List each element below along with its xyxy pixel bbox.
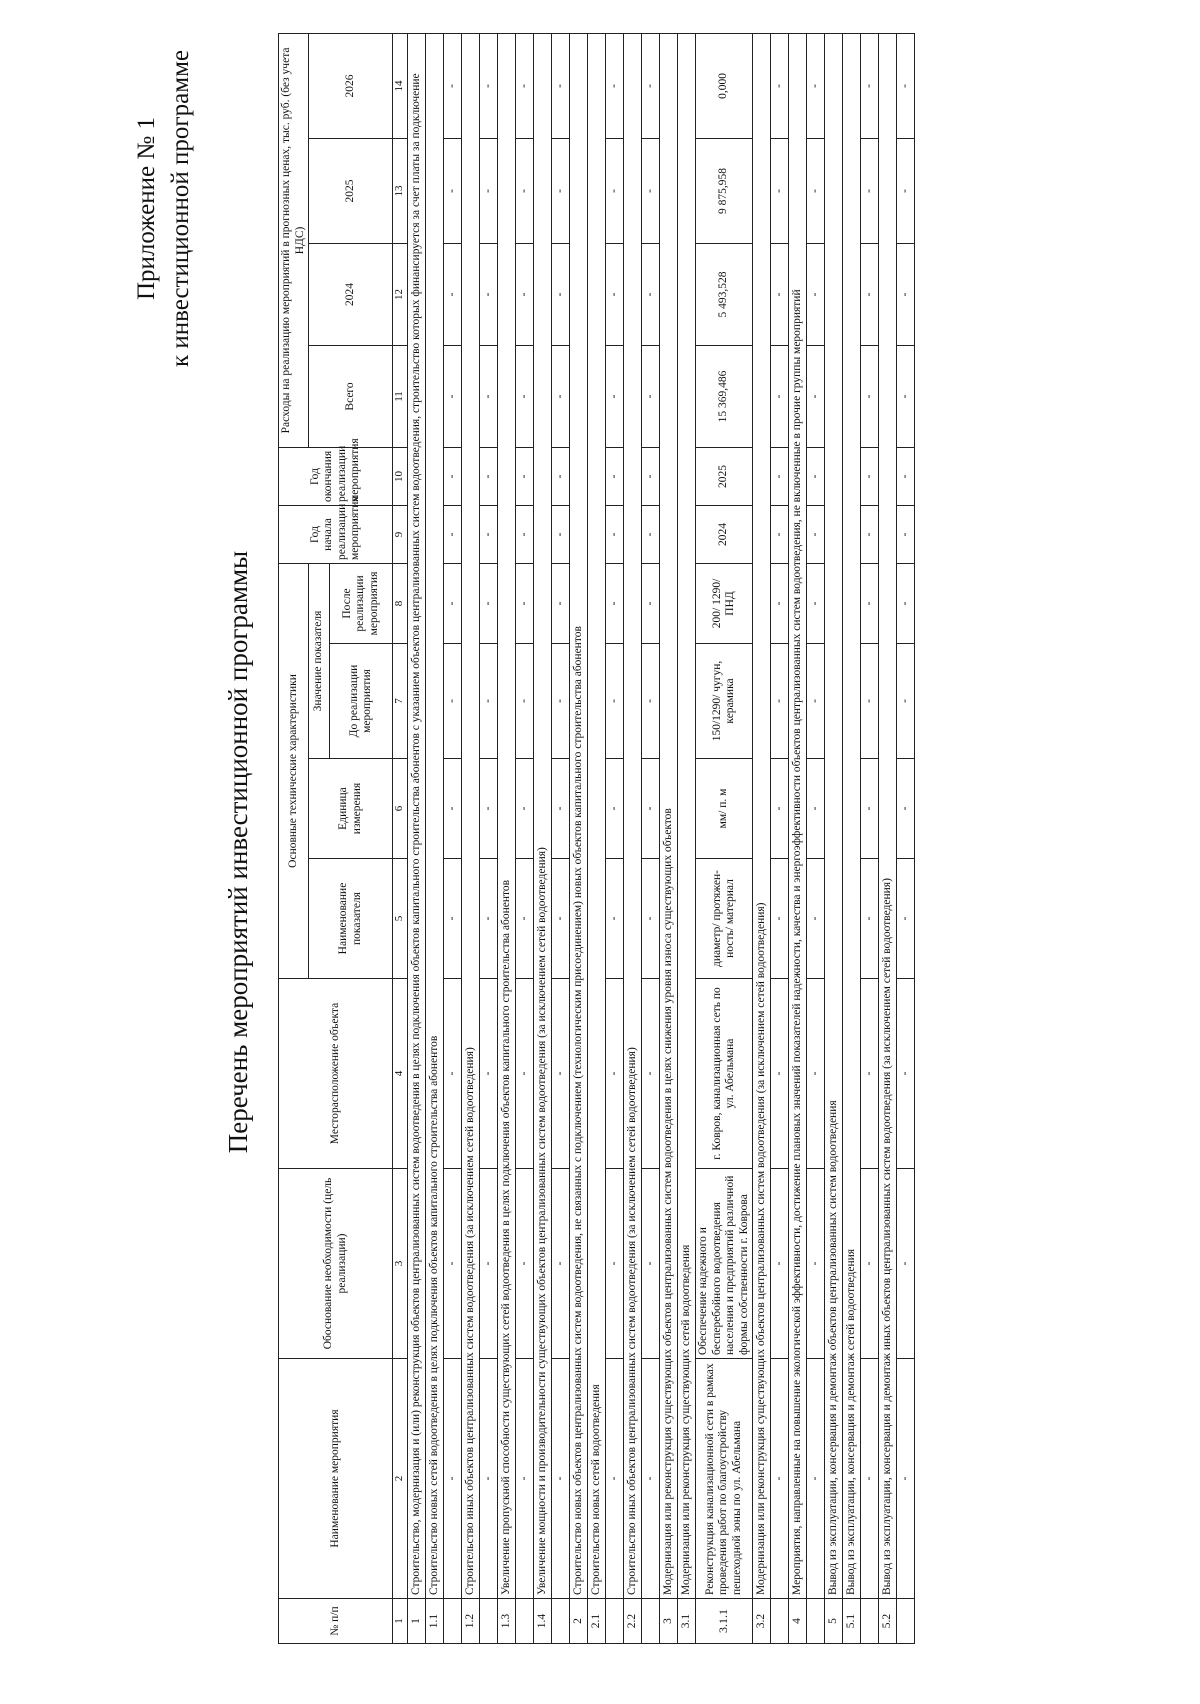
empty-cell: - (642, 33, 660, 138)
empty-cell: - (516, 447, 534, 505)
col-number: 8 (393, 563, 408, 643)
section-row (570, 33, 588, 1643)
empty-cell: - (897, 505, 915, 563)
empty-cell: - (606, 859, 624, 979)
empty-cell: - (771, 644, 789, 759)
empty-cell: - (642, 563, 660, 643)
item-reason: Обеспечение надежного и бесперебойного водоотведения населения и предприятий различной формы собственности г. Коврова (696, 1169, 753, 1359)
header-location: Месторасположение объекта (279, 979, 393, 1169)
empty-cell: - (444, 505, 462, 563)
empty-cell: - (861, 33, 879, 138)
header-year-start: Год начала реализации мероприятия (279, 505, 393, 563)
col-number: 1 (393, 1599, 408, 1644)
empty-cell: - (807, 345, 825, 447)
item-year-start: 2024 (696, 505, 753, 563)
empty-cell: - (807, 33, 825, 138)
empty-row (552, 33, 570, 1643)
empty-row (516, 33, 534, 1643)
empty-cell: - (444, 644, 462, 759)
table-row (696, 33, 753, 1643)
empty-cell: - (552, 1169, 570, 1359)
item-year-end: 2025 (696, 447, 753, 505)
empty-cell: - (861, 505, 879, 563)
header-unit: Единица измерения (309, 759, 393, 859)
section-row (753, 33, 771, 1643)
empty-cell: - (897, 33, 915, 138)
empty-cell: - (606, 138, 624, 243)
section-number: 1.1 (426, 1599, 444, 1644)
col-number: 9 (393, 505, 408, 563)
empty-cell: - (552, 505, 570, 563)
empty-cell: - (642, 859, 660, 979)
empty-cell: - (480, 759, 498, 859)
empty-cell: - (771, 759, 789, 859)
empty-cell (771, 1599, 789, 1644)
empty-cell: - (771, 447, 789, 505)
item-name: Реконструкция канализационной сети в рамках проведения работ по благоустройству пешеходной зоны по ул. Абельмана (696, 1359, 753, 1599)
empty-cell: - (480, 138, 498, 243)
section-row (462, 33, 480, 1643)
col-number: 2 (393, 1359, 408, 1599)
section-title: Увеличение мощности и производительности существующих объектов централизованных систем водоотведения (за исключением сетей водоотведения) (534, 33, 552, 1598)
empty-cell: - (807, 243, 825, 345)
section-number: 1.3 (498, 1599, 516, 1644)
header-row-1 (279, 33, 309, 1643)
item-after: 200/ 1290/ ПНД (696, 563, 753, 643)
section-number: 1 (408, 1599, 426, 1644)
header-costs: Расходы на реализацию мероприятий в прогнозных ценах, тыс. руб. (без учета НДС) (279, 33, 309, 447)
empty-cell: - (516, 243, 534, 345)
section-title: Вывод из эксплуатации, консервация и демонтаж сетей водоотведения (843, 33, 861, 1598)
item-2026: 0,000 (696, 33, 753, 138)
section-row (426, 33, 444, 1643)
empty-cell: - (771, 563, 789, 643)
empty-cell: - (552, 563, 570, 643)
empty-cell: - (444, 33, 462, 138)
empty-cell: - (444, 1169, 462, 1359)
section-title: Модернизация или реконструкция существующих сетей водоотведения (678, 33, 696, 1598)
section-title: Вывод из эксплуатации, консервация и демонтаж иных объектов централизованных систем водоотведения (за исключением сетей водоотведения) (879, 33, 897, 1598)
empty-cell: - (606, 505, 624, 563)
section-number: 4 (789, 1599, 807, 1644)
col-number: 4 (393, 979, 408, 1169)
empty-cell: - (861, 345, 879, 447)
col-number: 12 (393, 243, 408, 345)
item-2024: 5 493,528 (696, 243, 753, 345)
empty-cell: - (480, 505, 498, 563)
empty-cell: - (771, 33, 789, 138)
section-row (678, 33, 696, 1643)
header-year-end: Год окончания реализации мероприятия (279, 447, 393, 505)
header-2024: 2024 (309, 243, 393, 345)
empty-cell: - (771, 243, 789, 345)
empty-cell: - (861, 1169, 879, 1359)
section-number: 2.2 (624, 1599, 642, 1644)
section-row (825, 33, 843, 1643)
empty-cell: - (552, 759, 570, 859)
section-title: Модернизация или реконструкция существующих объектов централизованных систем водоотведения в целях снижения уровня износа существующих объектов (660, 33, 678, 1598)
empty-cell (444, 1599, 462, 1644)
item-before: 150/1290/ чугун, керамика (696, 644, 753, 759)
item-number: 3.1.1 (696, 1599, 753, 1644)
empty-cell (642, 1599, 660, 1644)
empty-cell: - (606, 447, 624, 505)
col-number: 5 (393, 859, 408, 979)
section-title: Модернизация или реконструкция существующих объектов централизованных систем водоотведения (за исключением сетей водоотведения) (753, 33, 771, 1598)
section-number: 2 (570, 1599, 588, 1644)
empty-cell: - (516, 138, 534, 243)
empty-cell: - (516, 345, 534, 447)
col-number: 14 (393, 33, 408, 138)
empty-cell: - (480, 859, 498, 979)
empty-cell: - (552, 644, 570, 759)
empty-cell: - (807, 979, 825, 1169)
empty-cell: - (897, 563, 915, 643)
empty-cell: - (897, 1359, 915, 1599)
empty-cell: - (807, 644, 825, 759)
section-number: 1.4 (534, 1599, 552, 1644)
empty-cell: - (771, 505, 789, 563)
empty-cell: - (444, 1359, 462, 1599)
empty-cell: - (897, 243, 915, 345)
empty-cell: - (480, 644, 498, 759)
section-row (660, 33, 678, 1643)
empty-cell: - (444, 138, 462, 243)
empty-cell: - (444, 345, 462, 447)
empty-cell: - (444, 563, 462, 643)
empty-cell: - (480, 345, 498, 447)
section-title: Строительство новых объектов централизованных систем водоотведения, не связанных с подключением (технологическим присоединением) новых объектов капитального строительства абонентов (570, 33, 588, 1598)
section-number: 1.2 (462, 1599, 480, 1644)
empty-cell: - (552, 1359, 570, 1599)
header-tech: Основные технические характеристики (279, 563, 309, 978)
section-number: 3.2 (753, 1599, 771, 1644)
empty-cell (807, 1599, 825, 1644)
empty-cell: - (771, 1359, 789, 1599)
header-reason: Обоснование необходимости (цель реализации) (279, 1169, 393, 1359)
empty-cell: - (897, 138, 915, 243)
empty-cell: - (516, 759, 534, 859)
empty-cell: - (897, 1169, 915, 1359)
empty-cell: - (642, 243, 660, 345)
empty-cell: - (771, 345, 789, 447)
empty-cell: - (861, 243, 879, 345)
section-number: 3 (660, 1599, 678, 1644)
empty-cell: - (606, 1169, 624, 1359)
empty-cell (606, 1599, 624, 1644)
empty-cell: - (606, 33, 624, 138)
header-2025: 2025 (309, 138, 393, 243)
empty-cell: - (861, 644, 879, 759)
empty-row (771, 33, 789, 1643)
empty-cell: - (861, 138, 879, 243)
col-number: 10 (393, 447, 408, 505)
empty-cell: - (642, 979, 660, 1169)
empty-cell: - (552, 345, 570, 447)
empty-cell: - (516, 859, 534, 979)
empty-cell: - (807, 859, 825, 979)
section-row (843, 33, 861, 1643)
header-after: После реализации мероприятия (330, 563, 393, 643)
empty-cell: - (552, 33, 570, 138)
section-title: Мероприятия, направленные на повышение экологической эффективности, достижение плановых значений показателей надежности, качества и энергоэффективности объектов централизованных систем водоотведения, не включенные в прочие группы мероприятий (789, 33, 807, 1598)
empty-cell: - (606, 1359, 624, 1599)
empty-cell: - (552, 979, 570, 1169)
header-before: До реализации мероприятия (330, 644, 393, 759)
empty-cell: - (516, 1359, 534, 1599)
empty-cell: - (444, 243, 462, 345)
empty-cell: - (480, 33, 498, 138)
col-number: 7 (393, 644, 408, 759)
empty-cell: - (606, 759, 624, 859)
empty-cell: - (480, 1169, 498, 1359)
section-title: Строительство новых сетей водоотведения (588, 33, 606, 1598)
section-number: 5 (825, 1599, 843, 1644)
empty-cell: - (861, 979, 879, 1169)
column-numbers-row (393, 33, 408, 1643)
empty-row (606, 33, 624, 1643)
section-row (879, 33, 897, 1643)
section-title: Увеличение пропускной способности существующих сетей водоотведения в целях подключения объектов капитального строительства абонентов (498, 33, 516, 1598)
section-row (588, 33, 606, 1643)
header-num: № п/п (279, 1599, 393, 1644)
header-total: Всего (309, 345, 393, 447)
col-number: 6 (393, 759, 408, 859)
section-row (624, 33, 642, 1643)
empty-cell: - (861, 759, 879, 859)
empty-cell: - (642, 345, 660, 447)
section-row (534, 33, 552, 1643)
section-row (498, 33, 516, 1643)
empty-cell: - (516, 563, 534, 643)
section-number: 2.1 (588, 1599, 606, 1644)
empty-cell: - (606, 345, 624, 447)
empty-cell: - (516, 33, 534, 138)
annex-subtitle: к инвестиционной программе (167, 50, 194, 368)
section-number: 5.2 (879, 1599, 897, 1644)
empty-cell: - (807, 138, 825, 243)
header-indicator: Наименование показателя (309, 859, 393, 979)
section-row (789, 33, 807, 1643)
empty-cell: - (642, 1169, 660, 1359)
empty-cell (861, 1599, 879, 1644)
item-indicator: диаметр/ протяжен-ность/ материал (696, 859, 753, 979)
empty-cell: - (516, 644, 534, 759)
empty-cell: - (642, 759, 660, 859)
empty-cell (897, 1599, 915, 1644)
item-unit: мм/ п. м (696, 759, 753, 859)
empty-cell: - (861, 859, 879, 979)
investment-table (278, 33, 915, 1644)
section-row (408, 33, 426, 1643)
col-number: 11 (393, 345, 408, 447)
empty-row (861, 33, 879, 1643)
section-number: 3.1 (678, 1599, 696, 1644)
item-location: г. Ковров, канализационная сеть по ул. Абельмана (696, 979, 753, 1169)
empty-cell: - (480, 243, 498, 345)
annex-number: Приложение № 1 (133, 117, 160, 301)
empty-cell: - (861, 563, 879, 643)
empty-cell: - (642, 644, 660, 759)
empty-cell: - (444, 447, 462, 505)
empty-cell: - (516, 1169, 534, 1359)
empty-cell: - (807, 1169, 825, 1359)
empty-cell: - (642, 138, 660, 243)
empty-cell: - (606, 644, 624, 759)
annex-caption (130, 50, 198, 367)
empty-cell (480, 1599, 498, 1644)
empty-cell: - (606, 979, 624, 1169)
empty-cell: - (516, 979, 534, 1169)
section-title: Строительство иных объектов централизованных систем водоотведения (за исключением сетей водоотведения) (462, 33, 480, 1598)
empty-cell: - (861, 1359, 879, 1599)
empty-cell: - (480, 979, 498, 1169)
empty-cell: - (897, 859, 915, 979)
empty-cell: - (480, 447, 498, 505)
empty-row (897, 33, 915, 1643)
empty-cell: - (861, 447, 879, 505)
header-name: Наименование мероприятия (279, 1359, 393, 1599)
empty-cell: - (642, 505, 660, 563)
empty-row (807, 33, 825, 1643)
empty-cell: - (480, 563, 498, 643)
empty-cell: - (642, 1359, 660, 1599)
empty-cell: - (642, 447, 660, 505)
item-total: 15 369,486 (696, 345, 753, 447)
empty-cell: - (444, 979, 462, 1169)
col-number: 3 (393, 1169, 408, 1359)
empty-cell: - (444, 859, 462, 979)
empty-cell: - (897, 644, 915, 759)
empty-cell: - (552, 447, 570, 505)
empty-cell: - (606, 563, 624, 643)
empty-cell: - (480, 1359, 498, 1599)
empty-cell: - (552, 243, 570, 345)
empty-cell: - (771, 138, 789, 243)
empty-cell: - (897, 759, 915, 859)
empty-row (642, 33, 660, 1643)
empty-cell: - (552, 138, 570, 243)
empty-cell: - (606, 243, 624, 345)
header-values: Значение показателя (309, 563, 330, 758)
section-title: Вывод из эксплуатации, консервация и демонтаж объектов централизованных систем водоотведения (825, 33, 843, 1598)
empty-cell: - (552, 859, 570, 979)
empty-cell (516, 1599, 534, 1644)
empty-row (480, 33, 498, 1643)
empty-cell: - (807, 759, 825, 859)
section-number: 5.1 (843, 1599, 861, 1644)
empty-cell: - (807, 1359, 825, 1599)
empty-row (444, 33, 462, 1643)
empty-cell: - (771, 859, 789, 979)
empty-cell: - (771, 1169, 789, 1359)
page-title: Перечень мероприятий инвестиционной программы (223, 550, 253, 1154)
empty-cell: - (897, 345, 915, 447)
section-title: Строительство, модернизация и (или) реконструкция объектов централизованных систем водоотведения в целях подключения объектов капитального строительства абонентов с указанием объектов централизованных систем водоотведения, строительство которых финансируется за счет платы за подключение (408, 33, 426, 1598)
empty-cell: - (807, 505, 825, 563)
section-title: Строительство новых сетей водоотведения в целях подключения объектов капитального строительства абонентов (426, 33, 444, 1598)
empty-cell: - (771, 979, 789, 1169)
empty-cell: - (897, 979, 915, 1169)
empty-cell: - (897, 447, 915, 505)
col-number: 13 (393, 138, 408, 243)
item-2025: 9 875,958 (696, 138, 753, 243)
empty-cell (552, 1599, 570, 1644)
empty-cell: - (807, 447, 825, 505)
empty-cell: - (807, 563, 825, 643)
empty-cell: - (516, 505, 534, 563)
section-title: Строительство иных объектов централизованных систем водоотведения (за исключением сетей водоотведения) (624, 33, 642, 1598)
empty-cell: - (444, 759, 462, 859)
header-2026: 2026 (309, 33, 393, 138)
